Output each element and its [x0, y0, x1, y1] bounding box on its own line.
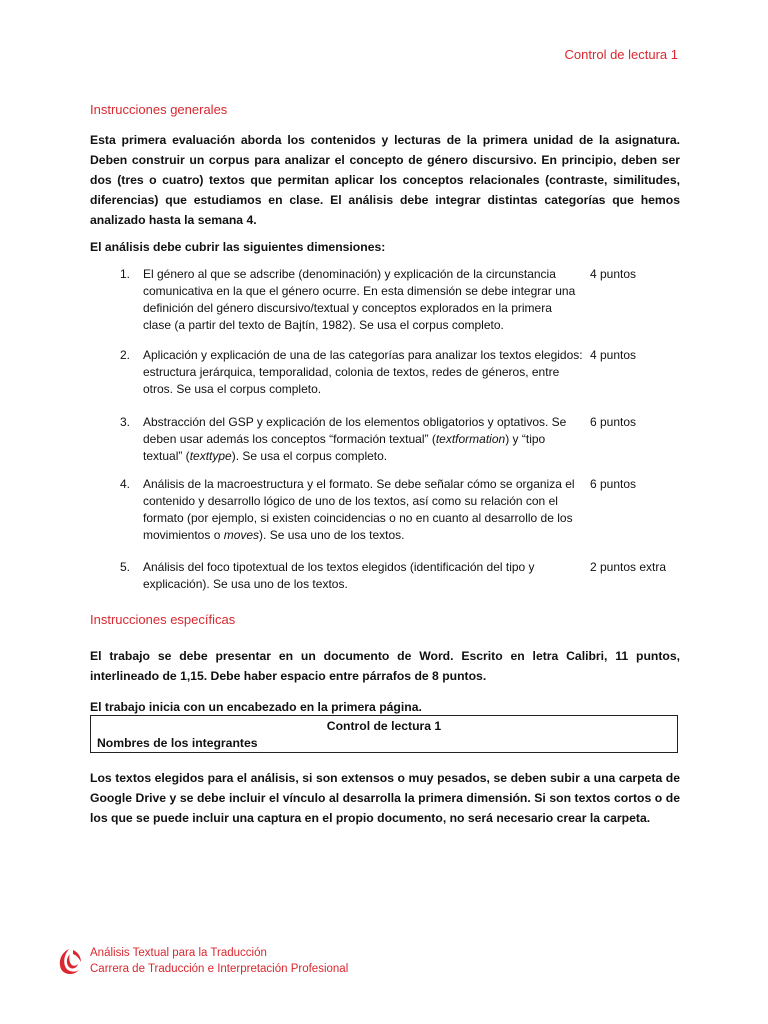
university-logo-icon	[55, 947, 83, 977]
header-title: Control de lectura 1	[564, 47, 678, 62]
texts-note-paragraph: Los textos elegidos para el análisis, si son extensos o muy pesados, se deben subir a una carpeta de Google Drive y se debe incluir el vínculo al desarrolla la primera dimensión. Si son textos cortos o de los que se puede incluir una captura en el propio documento, no será necesario crear la carpeta.	[90, 771, 680, 825]
header-lead: El trabajo inicia con un encabezado en la primera página.	[90, 700, 422, 714]
item-points: 4 puntos	[590, 348, 637, 362]
item-points: 6 puntos	[590, 415, 637, 429]
item-points: 4 puntos	[590, 267, 637, 281]
item-text: Análisis del foco tipotextual de los textos elegidos (identificación del tipo y explicación). Se usa uno de los textos.	[143, 560, 535, 591]
item-number: 3.	[120, 415, 131, 429]
intro-paragraph: Esta primera evaluación aborda los contenidos y lecturas de la primera unidad de la asignatura. Deben construir un corpus para analizar el concepto de género discursivo. En principio, deben ser dos (tres o cuatro) textos que permitan aplicar los conceptos relacionales (contraste, similitudes, diferencias) que estudiamos en clase. El análisis debe integrar distintas categorías que hemos analizado hasta la semana 4.	[90, 133, 680, 227]
footer-program: Carrera de Traducción e Interpretación Profesional	[90, 963, 349, 975]
format-paragraph: El trabajo se debe presentar en un documento de Word. Escrito en letra Calibri, 11 puntos, interlineado de 1,15. Debe haber espacio entre párrafos de 8 puntos.	[90, 649, 680, 683]
item-text: El género al que se adscribe (denominación) y explicación de la circunstancia comunicativa en la que el género ocurre. En esta dimensión se debe integrar una definición del género discursivo/textual y conceptos explorados en la primera clase (a partir del texto de Bajtín, 1982). Se usa el corpus completo.	[143, 267, 576, 332]
specific-instructions-title: Instrucciones específicas	[90, 612, 236, 627]
item-number: 4.	[120, 477, 131, 491]
dimensions-lead: El análisis debe cubrir las siguientes dimensiones:	[90, 240, 386, 254]
item-text: Aplicación y explicación de una de las categorías para analizar los textos elegidos: estructura jerárquica, temporalidad, colonia de textos, redes de géneros, entre otros. Se usa el corpus completo.	[143, 348, 583, 396]
header-table-title: Control de lectura 1	[326, 719, 442, 733]
general-instructions-title: Instrucciones generales	[90, 102, 228, 117]
item-number: 1.	[120, 267, 131, 281]
item-points: 2 puntos extra	[590, 560, 667, 574]
item-points: 6 puntos	[590, 477, 637, 491]
footer-course: Análisis Textual para la Traducción	[90, 947, 267, 959]
item-number: 2.	[120, 348, 131, 362]
header-table-members: Nombres de los integrantes	[97, 736, 258, 750]
item-text: Análisis de la macroestructura y el formato. Se debe señalar cómo se organiza el contenido y desarrollo lógico de uno de los textos, así como su relación con el formato (por ejemplo, si existen coincidencias o no en cuanto al desarrollo de los movimientos o moves). Se usa uno de los textos.	[143, 477, 575, 542]
item-number: 5.	[120, 560, 131, 574]
header-table	[90, 715, 678, 753]
item-text: Abstracción del GSP y explicación de los elementos obligatorios y optativos. Se deben usar además los conceptos “formación textual” (textformation) y “tipo textual” (texttype). Se usa el corpus completo.	[143, 415, 567, 463]
